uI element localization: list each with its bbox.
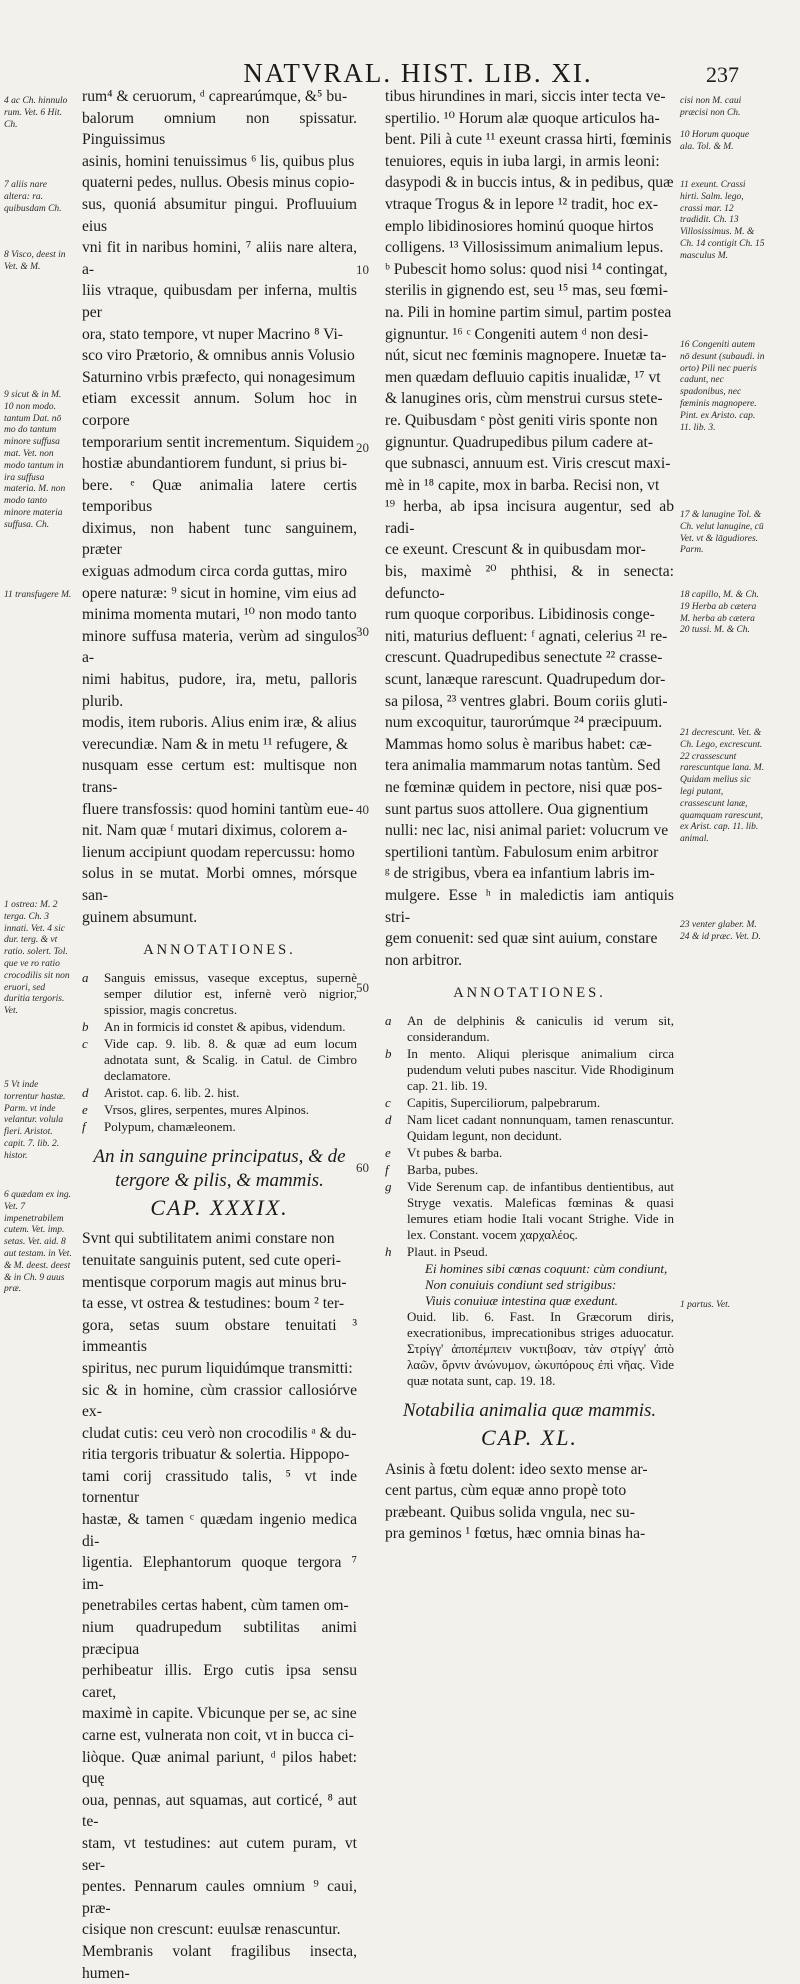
annotation-key: a <box>82 969 89 985</box>
annotation-key: h <box>385 1243 392 1259</box>
text-line: sa pilosa, ²³ ventres glabri. Boum coriis gluti- <box>385 692 668 710</box>
text-line: bere. ᵉ Quæ animalia latere certis temporibus <box>82 476 357 516</box>
right-column <box>385 86 674 1545</box>
text-line: non arbitror. <box>385 951 463 969</box>
left-margin-note: 11 transfugere M. <box>4 590 72 600</box>
annotation-text: Vide cap. 9. lib. 8. & quæ ad eum locum adnotata sunt, & Scalig. in Catul. de Cimbro declamatore. <box>104 1035 357 1083</box>
chapter-body-text <box>385 1459 674 1545</box>
text-line: guinem absumunt. <box>82 908 198 926</box>
text-line: niti, maturius defluent: ᶠ agnati, celerius ²¹ re- <box>385 627 668 645</box>
text-line: Asinis à fœtu dolent: ideo sexto mense ar- <box>385 1460 648 1478</box>
line-number-20: 20 <box>356 440 369 455</box>
text-line: ᵇ Pubescit homo solus: quod nisi ¹⁴ contingat, <box>385 260 668 278</box>
text-line: Membranis volant fragilibus insecta, humen- <box>82 1942 357 1982</box>
text-line: minore suffusa materia, verùm ad singulos a- <box>82 627 357 667</box>
annotation-key: b <box>82 1018 89 1034</box>
text-line: ligentia. Elephantorum quoque tergora ⁷ im- <box>82 1554 357 1593</box>
annotation-text: Vide Serenum cap. de infantibus dentientibus, aut Stryge vexatis. Maleficas fœminas & quasi lemures etiam hodie Itali vocant Strighe. Vide in lex. Constant. vocem χαρχαλέος. <box>407 1178 674 1242</box>
annotation-key: e <box>385 1144 391 1160</box>
text-line: ᵍ de strigibus, vbera ea infantium labris im- <box>385 865 655 883</box>
text-line: nimi habitus, pudore, ira, metu, palloris plurib. <box>82 671 357 710</box>
text-line: gignuntur. Quadrupedibus pilum cadere at- <box>385 433 654 451</box>
left-body-text <box>82 86 357 928</box>
text-line: bis, maximè ²⁰ phthisi, & in senecta: defuncto- <box>385 563 674 602</box>
chapter-title: An in sanguine principatus, & de tergore & pilis, & mammis. <box>93 1145 346 1191</box>
text-line: sus, quoniá absumitur pingui. Profluuium eius <box>82 195 357 235</box>
chapter-number: CAP. XL. <box>481 1424 578 1450</box>
annotation-item <box>385 1244 674 1260</box>
annotation-key: c <box>385 1094 391 1110</box>
verse-quote <box>385 1261 674 1309</box>
text-line: carne est, vulnerata non coit, vt in bucca ci- <box>82 1727 354 1744</box>
text-line: temporarium sentit incrementum. Siquidem <box>82 433 354 451</box>
text-line: spertilio. ¹⁰ Horum alæ quoque articulos ha- <box>385 109 660 127</box>
text-line: maximè in capite. Vbicunque per se, ac sine <box>82 1705 357 1723</box>
text-line: opere naturæ: ⁹ sicut in homine, vim eius ad <box>82 584 357 602</box>
text-line: gem conuenit: sed quæ sint auium, constare <box>385 930 658 948</box>
annotation-item <box>385 1112 674 1144</box>
annotation-text: Polypum, chamæleonem. <box>104 1118 236 1134</box>
annotation-item <box>82 1036 357 1084</box>
annotation-item <box>82 1119 357 1135</box>
right-margin-note: 16 Congeniti autem nō desunt (subaudi. in orto) Pili nec pueris cadunt, nec spadonibus, nec fœminis magnopere. Pint. ex Aristo. cap. 11. lib. 3. <box>680 340 765 433</box>
text-line: emplo libidinosiores hominú quoque hirtos <box>385 217 654 235</box>
text-line: præbeant. Quibus solida vngula, nec su- <box>385 1503 635 1521</box>
text-line: crescunt. Quadrupedibus senectute ²² crasse- <box>385 649 663 667</box>
annotation-key: d <box>385 1111 392 1127</box>
text-line: modis, item ruboris. Alius enim iræ, & alius <box>82 714 357 732</box>
text-line: gora, setas suum obstare tenuitati ³ immeantis <box>82 1316 357 1356</box>
annotation-item <box>82 970 357 1018</box>
text-line: mè in ¹⁸ capite, mox in barba. Recisi non, vt <box>385 476 660 494</box>
text-line: ta esse, vt ostrea & testudines: boum ² ter- <box>82 1295 345 1313</box>
text-line: tibus hirundines in mari, siccis inter tecta ve- <box>385 88 666 105</box>
text-line: liòque. Quæ animal pariunt, ᵈ pilos habet: quę <box>82 1748 357 1788</box>
text-line: diximus, non habent tunc sanguinem, præter <box>82 519 357 559</box>
text-line: cent partus, cùm equæ anno propè toto <box>385 1482 627 1500</box>
left-margin-note: 5 Vt inde torrentur hastæ. Parm. vt inde velantur. volula fieri. Aristot. capit. 7. lib. 2. histor. <box>4 1080 66 1161</box>
text-line: sterilis in gignendo est, seu ¹⁵ mas, seu fœmi- <box>385 282 668 300</box>
annotation-key: c <box>82 1035 88 1051</box>
annotation-text: Barba, pubes. <box>407 1161 479 1177</box>
annotation-text: An in formicis id constet & apibus, videndum. <box>104 1018 346 1034</box>
left-margin-note: 6 quædam ex ing. Vet. 7 impenetrabilem cutem. Vet. imp. setas. Vet. aid. 8 aut testam. in Vet. & M. deest. deest & in Ch. 9 auus præ. <box>4 1190 72 1295</box>
right-margin-note: 21 decrescunt. Vet. & Ch. Lego, excrescunt. 22 crassescunt rarescuntque lana. M. Quidam melius sic legi putant, crassescunt lanæ, quamquam rarescunt, ex Arist. cap. 11. lib. animal. <box>680 728 765 845</box>
text-line: asinis, homini tenuissimus ⁶ lis, quibus plus <box>82 152 355 170</box>
annotation-item <box>385 1046 674 1094</box>
text-line: cisique non crescunt: euulsæ renascuntur. <box>82 1921 341 1939</box>
text-line: scunt, lanæque rarescunt. Quadrupedum dor- <box>385 671 666 689</box>
right-margin-note: cisi non M. caui præcisi non Ch. <box>680 96 742 118</box>
text-line: nút, sicut nec fœminis magnopere. Inuetæ ta- <box>385 347 667 365</box>
annotation-text: In mento. Aliqui plerisque animalium circa pudendum veluti pubes nascitur. Vide Rhodiginum cap. 21. lib. 19. <box>407 1045 674 1093</box>
text-line: dasypodi & in buccis intus, & in pedibus, quæ <box>385 174 674 192</box>
text-line: men quædam defluuio capitis inualidæ, ¹⁷ vt <box>385 368 661 386</box>
text-line: minima momenta mutari, ¹⁰ non modo tanto <box>82 606 357 624</box>
annotation-text: An de delphinis & caniculis id verum sit, considerandum. <box>407 1012 674 1044</box>
right-margin-note: 10 Horum quoque ala. Tol. & M. <box>680 130 750 152</box>
annotation-item <box>82 1019 357 1035</box>
text-line: re. Quibusdam ᵉ pòst geniti viris sponte non <box>385 411 658 429</box>
annotation-text: Aristot. cap. 6. lib. 2. hist. <box>104 1084 240 1100</box>
text-line: verecundiæ. Nam & in metu ¹¹ refugere, & <box>82 735 349 753</box>
text-line: liis vtraque, quibusdam per inferna, multis per <box>82 282 357 321</box>
annotation-item <box>82 1102 357 1118</box>
text-line: spiritus, nec purum liquidúmque transmitti: <box>82 1359 353 1377</box>
text-line: ritia tergoris tribuatur & solertia. Hippopo- <box>82 1446 350 1464</box>
annotation-continuation: Ouid. lib. 6. Fast. In Græcorum diris, execrationibus, imprecationibus striges aduocatur. Στρίγγ' ἀποπέμπειν νυκτιβοαν, τὰν στρίγγ' ἀπὸ λαῶν, ὄρνιν ἀνώνυμον, ὠκυπόρους ἐπὶ νῆας. Vide quæ notata sunt, cap. 19. 18. <box>407 1308 674 1388</box>
text-line: num excoquitur, taurorúmque ²⁴ præcipuum. <box>385 714 663 732</box>
annotation-text: Vt pubes & barba. <box>407 1144 503 1160</box>
text-line: perhibeatur illis. Ergo cutis ipsa sensu caret, <box>82 1662 357 1701</box>
text-line: exiguas admodum circa corda guttas, miro <box>82 563 348 581</box>
chapter-number: CAP. XXXIX. <box>150 1194 289 1220</box>
right-margin-note: 1 partus. Vet. <box>680 1300 731 1310</box>
text-line: tera animalia mammarum notas tantùm. Sed <box>385 757 661 775</box>
text-line: etiam excessit annum. Solum hoc in corpore <box>82 390 357 429</box>
text-line: tenuiores, equis in iuba largi, in armis leoni: <box>385 152 660 170</box>
text-line: spertilioni tantùm. Fabulosum enim arbitror <box>385 843 659 861</box>
left-margin-note: 1 ostrea: M. 2 terga. Ch. 3 innati. Vet. 4 sic dur. terg. & vt ratio. solert. Tol. que ve ro ratio crocodilis sit non eruori, sed duritia tergoris. Vet. <box>4 900 70 1017</box>
annotation-key: d <box>82 1084 89 1100</box>
text-line: stam, vt testudines: aut cutem puram, vt ser- <box>82 1834 357 1874</box>
annotation-text: Sanguis emissus, vaseque exceptus, supernè semper dilutior est, infernè verò nigrior, spissior, magis concretus. <box>104 969 357 1017</box>
verse-line: Ei homines sibi cœnas coquunt: cùm condiunt, <box>425 1260 668 1276</box>
text-line: rum quoque corporibus. Libidinosis conge- <box>385 606 655 624</box>
text-line: nium quadrupedum subtilitas animi præcipua <box>82 1619 357 1658</box>
text-line: sunt partus suos attollere. Oua gignentium <box>385 800 649 818</box>
right-margin-note: 17 & lanugine Tol. & Ch. velut lanugine, cū Vet. vt & lāgudiores. Parm. <box>680 510 764 556</box>
text-line: Mammas homo solus è maribus habet: cæ- <box>385 735 652 753</box>
right-margin-note: 18 capillo, M. & Ch. 19 Herba ab cætera M. herba ab cætera 20 tussi. M. & Ch. <box>680 590 759 636</box>
text-line: mulgere. Esse ʰ in maledictis iam antiquis stri- <box>385 886 674 926</box>
annotation-text: Plaut. in Pseud. <box>407 1243 488 1259</box>
chapter-body-text <box>82 1228 357 1984</box>
text-line: ora, stato tempore, vt nuper Macrino ⁸ Vi- <box>82 325 344 343</box>
left-column <box>82 86 357 1984</box>
text-line: rum⁴ & ceruorum, ᵈ caprearúmque, &⁵ bu- <box>82 88 348 105</box>
annotation-item <box>82 1085 357 1101</box>
text-line: ne fœminæ quidem in pectore, nisi quæ pos- <box>385 779 663 796</box>
annotation-key: f <box>82 1118 86 1134</box>
text-line: ce exeunt. Crescunt & in quibusdam mor- <box>385 541 646 559</box>
text-line: Saturnino vrbis præfecto, qui nonagesimum <box>82 368 356 386</box>
text-line: sco viro Prætorio, & omnibus annis Volusio <box>82 347 355 365</box>
text-line: nulli: nec lac, nisi animal pariet: volucrum ve <box>385 822 669 840</box>
verse-line: Non conuiuis condiunt sed strigibus: <box>425 1276 617 1292</box>
text-line: que subnasci, annuum est. Viris crescut maxi- <box>385 455 671 473</box>
annotation-key: g <box>385 1178 392 1194</box>
text-line: pra geminos ¹ fœtus, hæc omnia binas ha- <box>385 1525 646 1543</box>
text-line: cludat cutis: ceu verò non crocodilis ᵃ & du- <box>82 1424 357 1442</box>
text-line: sic & in homine, cùm crassior callosiórve ex- <box>82 1381 357 1421</box>
annotation-item <box>385 1013 674 1045</box>
line-number-10: 10 <box>356 262 369 277</box>
text-line: nusquam esse certum est: multisque non trans- <box>82 757 357 796</box>
text-line: Svnt qui subtilitatem animi constare non <box>82 1230 335 1248</box>
annotation-item <box>385 1179 674 1243</box>
text-line: bent. Pili à cute ¹¹ exeunt crassa hirti, fœminis <box>385 131 672 149</box>
annotations-list <box>385 1013 674 1260</box>
annotation-key: b <box>385 1045 392 1061</box>
text-line: quaterni pedes, nullus. Obesis minus copio- <box>82 174 355 192</box>
annotation-text: Nam licet cadant nonnunquam, tamen renascuntur. Quidam legunt, non decidunt. <box>407 1111 674 1143</box>
text-line: gignuntur. ¹⁶ ᶜ Congeniti autem ᵈ non desi- <box>385 325 649 343</box>
text-line: hastæ, & tamen ᶜ quædam ingenio medica di- <box>82 1511 357 1550</box>
text-line: & lanugines oris, cùm menstrui cursus stete- <box>385 390 663 408</box>
left-margin-note: 7 aliis nare altera: ra. quibusdam Ch. <box>4 180 62 214</box>
text-line: nit. Nam quæ ᶠ mutari diximus, colorem a- <box>82 822 348 840</box>
chapter-title: Notabilia animalia quæ mammis. <box>402 1399 657 1421</box>
line-number-30: 30 <box>356 624 369 639</box>
annotation-text: Vrsos, glires, serpentes, mures Alpinos. <box>104 1101 310 1117</box>
annotations-heading: ANNOTATIONES. <box>453 985 606 1002</box>
right-margin-note: 11 exeunt. Crassi hirti. Salm. lego, crassi mar. 12 tradidit. Ch. 13 Villosissimus. M. & Ch. 14 contigit Ch. 15 masculus M. <box>680 180 765 261</box>
page-number: 237 <box>706 62 739 87</box>
left-margin-note: 9 sicut & in M. 10 non modo. tantum Dat. nō mo do tantum minore suffusa mat. Vet. non modo tantum in ira suffusa materia. M. non modo tanto minore materia suffusa. Ch. <box>4 390 66 530</box>
left-margin-note: 4 ac Ch. hinnulo rum. Vet. 6 Hit. Ch. <box>4 96 68 130</box>
text-line: penetrabiles certas habent, cùm tamen om- <box>82 1597 349 1615</box>
text-line: pentes. Pennarum caules omnium ⁹ caui, præ- <box>82 1878 357 1917</box>
annotations-heading: ANNOTATIONES. <box>143 942 296 959</box>
text-line: mentisque corporum magis aut minus bru- <box>82 1273 347 1291</box>
annotation-key: a <box>385 1012 392 1028</box>
text-line: vni fit in naribus homini, ⁷ aliis nare altera, a- <box>82 239 357 278</box>
text-line: lienum accipiunt quodam repercussu: homo <box>82 843 355 861</box>
text-line: hostiæ abundantiorem fundunt, si prius bi- <box>82 455 348 473</box>
running-head: NATVRAL. HIST. LIB. XI. <box>243 58 593 88</box>
right-margin-note: 23 venter glaber. M. 24 & id præc. Vet. D. <box>680 920 761 942</box>
text-line: ¹⁹ herba, ab ipsa incisura augentur, sed ab radi- <box>385 498 674 537</box>
text-line: tami corij crassitudo talis, ⁵ vt inde tornentur <box>82 1467 357 1507</box>
annotation-item <box>385 1095 674 1111</box>
line-number-50: 50 <box>356 980 369 995</box>
verse-line: Viuis conuiuæ intestina quæ exedunt. <box>425 1292 618 1308</box>
line-number-40: 40 <box>356 802 369 817</box>
text-line: fluere transfossis: quod homini tantùm eue- <box>82 800 354 818</box>
annotation-item <box>385 1145 674 1161</box>
text-line: solus in se mutat. Morbi omnes, mórsque san- <box>82 865 357 904</box>
text-line: oua, pennas, aut squamas, aut corticé, ⁸ aut te- <box>82 1791 357 1831</box>
annotations-list <box>82 970 357 1135</box>
line-number-60: 60 <box>356 1160 369 1175</box>
annotation-text: Capitis, Superciliorum, palpebrarum. <box>407 1094 601 1110</box>
annotation-item <box>385 1162 674 1178</box>
annotation-key: e <box>82 1101 88 1117</box>
text-line: balorum omnium non spissatur. Pinguissimus <box>82 109 357 149</box>
annotation-key: f <box>385 1161 389 1177</box>
right-body-text <box>385 86 674 971</box>
left-margin-note: 8 Visco, deest in Vet. & M. <box>4 250 66 272</box>
text-line: vtraque Trogus & in lepore ¹² tradit, hoc ex- <box>385 195 659 213</box>
text-line: tenuitate sanguinis putent, sed cute operi- <box>82 1251 341 1269</box>
text-line: na. Pili in homine partim simul, partim postea <box>385 303 672 321</box>
text-line: colligens. ¹³ Villosissimum animalium lepus. <box>385 239 664 257</box>
